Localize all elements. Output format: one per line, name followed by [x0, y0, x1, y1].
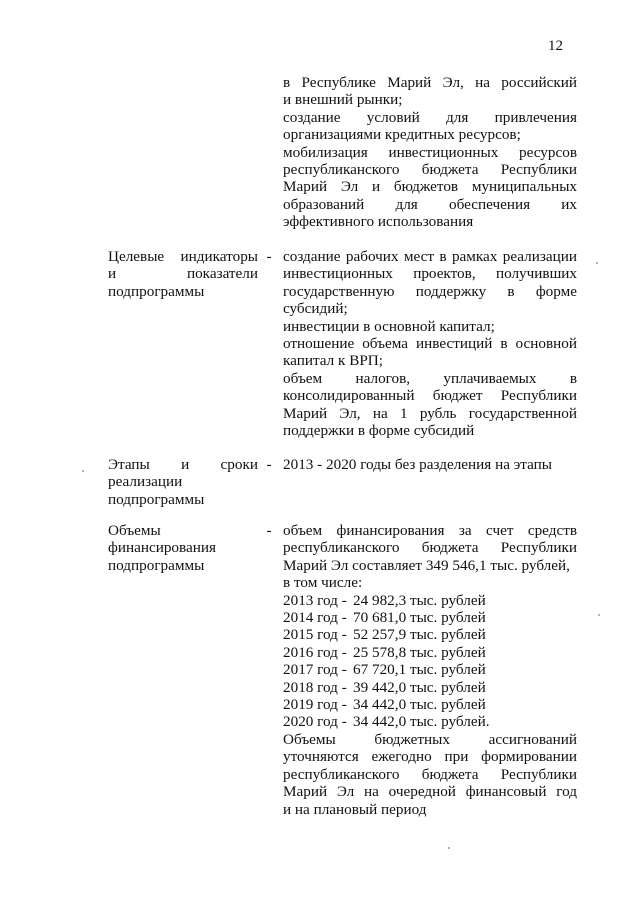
- funding-amount: 34 442,0 тыс. рублей.: [353, 713, 490, 731]
- label-line: Целевые индикаторы: [108, 248, 258, 265]
- text-line: уточняются ежегодно при формировании: [283, 748, 577, 766]
- funding-year-row: [283, 696, 577, 713]
- funding-year-row: [283, 661, 577, 678]
- label-line: Этапы и сроки: [108, 456, 258, 473]
- funding-year: 2015 год -: [283, 626, 347, 644]
- funding-year-row: [283, 626, 577, 643]
- text-line: Марий Эл, на 1 рубль государственной: [283, 404, 577, 422]
- funding-year-row: [283, 592, 577, 609]
- funding-value: [283, 522, 577, 818]
- funding-year: 2018 год -: [283, 678, 347, 696]
- funding-year: 2013 год -: [283, 591, 347, 609]
- label-line: и показатели: [108, 265, 258, 283]
- funding-year: 2019 год -: [283, 696, 347, 714]
- text-line: организациями кредитных ресурсов;: [283, 126, 521, 144]
- text-line: республиканского бюджета Республики: [283, 161, 577, 179]
- text-line: поддержки в форме субсидий: [283, 422, 475, 440]
- separator-dash: -: [266, 456, 272, 473]
- indicators-label: [108, 248, 258, 300]
- text-line: объем налогов, уплачиваемых в: [283, 369, 577, 387]
- text-line: отношение объема инвестиций в основной: [283, 335, 577, 353]
- funding-year: 2017 год -: [283, 661, 347, 679]
- scan-speck: [596, 262, 598, 264]
- text-line: Марий Эл и бюджетов муниципальных: [283, 178, 577, 196]
- funding-year-row: [283, 609, 577, 626]
- funding-amount: 67 720,1 тыс. рублей: [353, 661, 486, 679]
- text-line: создание рабочих мест в рамках реализации: [283, 248, 577, 265]
- text-line: создание условий для привлечения: [283, 108, 577, 126]
- stages-label: [108, 456, 258, 508]
- text-line: эффективного использования: [283, 213, 474, 231]
- page-number: 12: [548, 38, 563, 54]
- text-line: и внешний рынки;: [283, 91, 403, 109]
- label-line: подпрограммы: [108, 282, 205, 300]
- text-line: инвестиционных проектов, получивших: [283, 265, 577, 283]
- label-line: подпрограммы: [108, 556, 205, 574]
- text-line: республиканского бюджета Республики: [283, 539, 577, 557]
- funding-year-row: [283, 679, 577, 696]
- text-line: мобилизация инвестиционных ресурсов: [283, 143, 577, 161]
- scan-speck: [598, 614, 600, 616]
- text-line: капитал к ВРП;: [283, 352, 383, 370]
- continuation-text: [283, 74, 577, 231]
- text-line: государственную поддержку в форме: [283, 282, 577, 300]
- text-line: Марий Эл составляет 349 546,1 тыс. рублей,: [283, 556, 570, 574]
- funding-amount: 39 442,0 тыс. рублей: [353, 678, 486, 696]
- text-line: консолидированный бюджет Республики: [283, 387, 577, 405]
- text-line: 2013 - 2020 годы без разделения на этапы: [283, 456, 552, 473]
- funding-year-row: [283, 713, 577, 730]
- label-line: реализации: [108, 473, 183, 491]
- text-line: в Республике Марий Эл, на российский: [283, 74, 577, 91]
- text-line: и на плановый период: [283, 800, 427, 818]
- stages-value: [283, 456, 577, 473]
- label-line: Объемы: [108, 522, 161, 539]
- label-line: подпрограммы: [108, 490, 205, 508]
- label-line: финансирования: [108, 539, 216, 557]
- text-line: объем финансирования за счет средств: [283, 522, 577, 539]
- text-line: Марий Эл на очередной финансовый год: [283, 783, 577, 801]
- funding-amount: 52 257,9 тыс. рублей: [353, 626, 486, 644]
- funding-amount: 34 442,0 тыс. рублей: [353, 696, 486, 714]
- funding-year: 2016 год -: [283, 643, 347, 661]
- text-line: Объемы бюджетных ассигнований: [283, 730, 577, 748]
- funding-amount: 70 681,0 тыс. рублей: [353, 609, 486, 627]
- text-line: инвестиции в основной капитал;: [283, 317, 495, 335]
- funding-amount: 24 982,3 тыс. рублей: [353, 591, 486, 609]
- indicators-value: [283, 248, 577, 439]
- scan-speck: [448, 847, 450, 849]
- funding-year: 2014 год -: [283, 609, 347, 627]
- text-line: в том числе:: [283, 574, 363, 592]
- text-line: субсидий;: [283, 300, 348, 318]
- funding-year-row: [283, 644, 577, 661]
- funding-amount: 25 578,8 тыс. рублей: [353, 643, 486, 661]
- funding-label: [108, 522, 258, 574]
- scan-speck: [82, 470, 84, 472]
- separator-dash: -: [266, 248, 272, 265]
- text-line: образований для обеспечения их: [283, 195, 577, 213]
- text-line: республиканского бюджета Республики: [283, 765, 577, 783]
- separator-dash: -: [266, 522, 272, 539]
- funding-year: 2020 год -: [283, 713, 347, 731]
